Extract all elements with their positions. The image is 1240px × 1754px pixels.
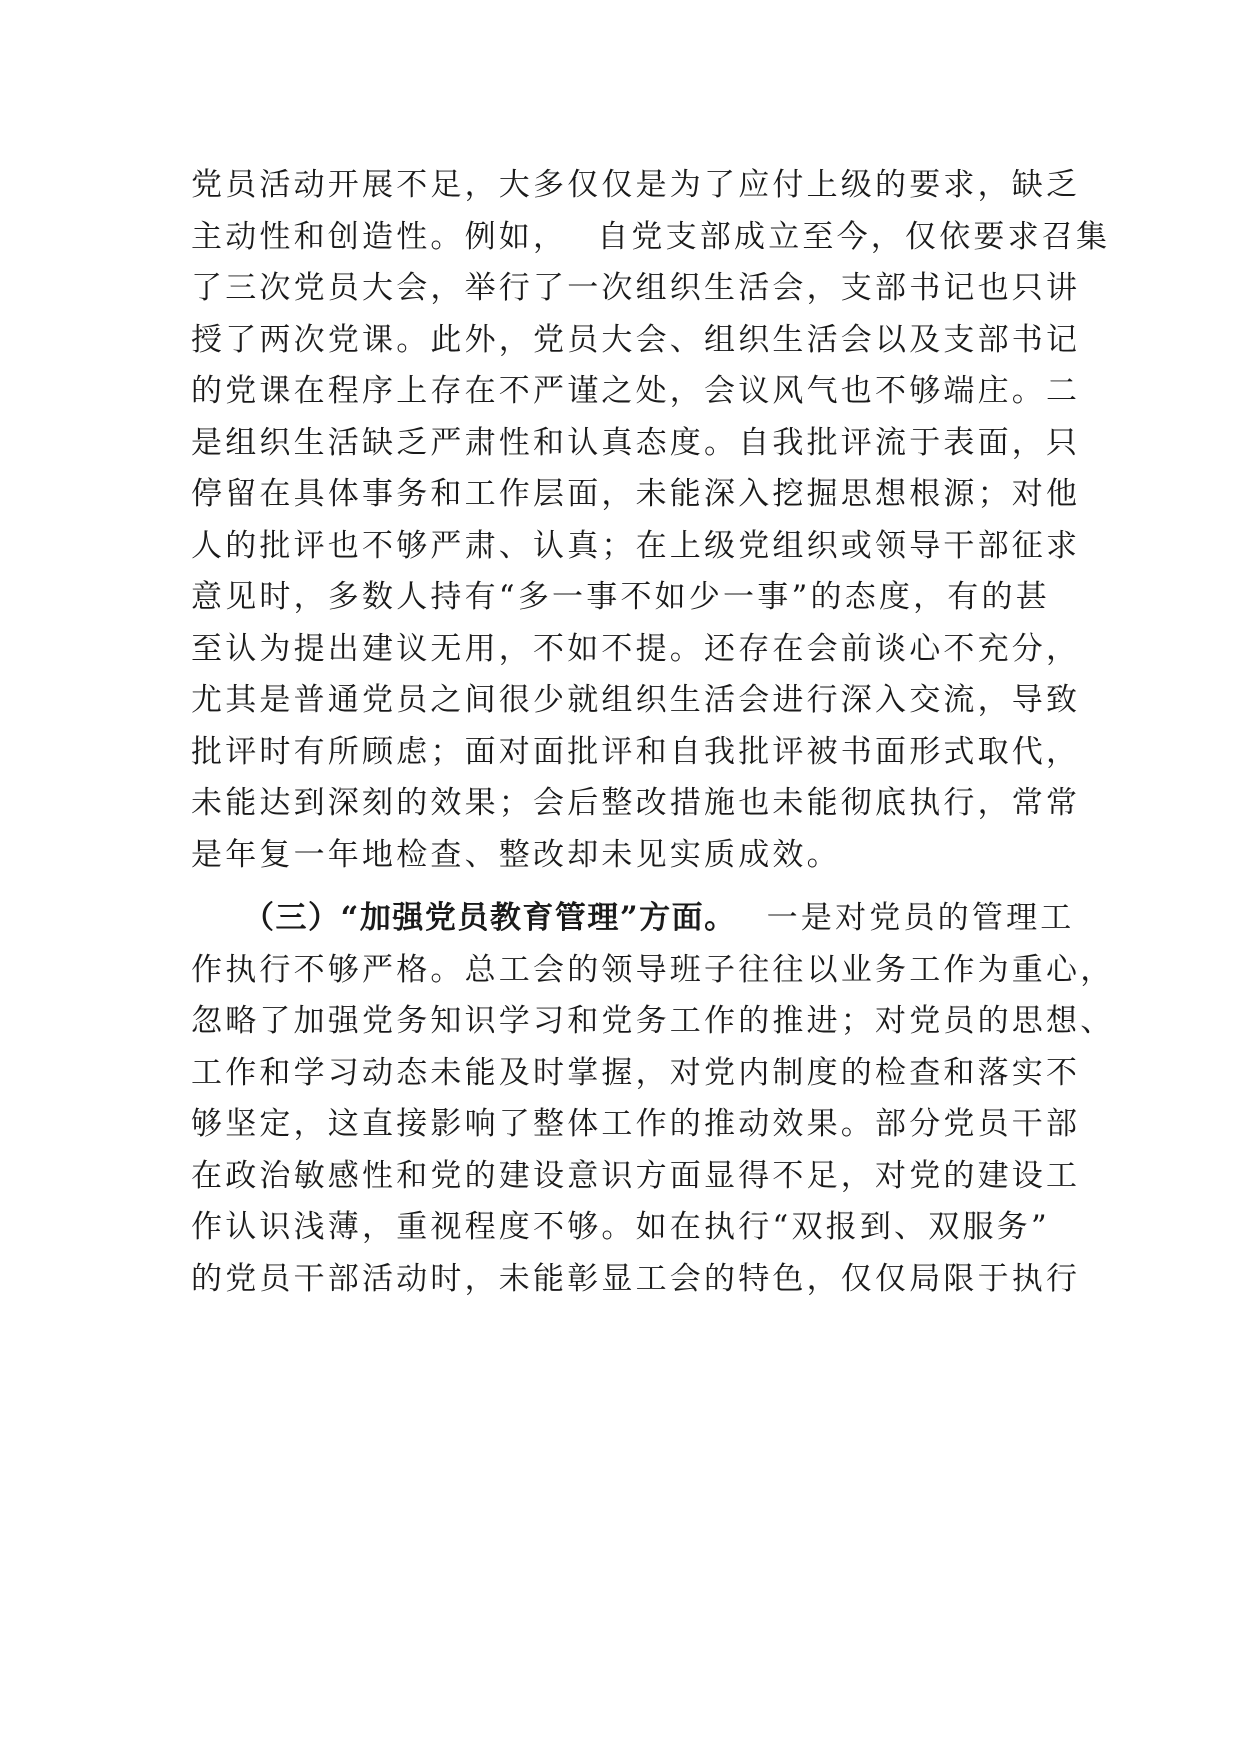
text-segment: 主动性和创造性。例如， (191, 218, 568, 255)
body-text (191, 160, 1115, 1305)
text-line: 未能达到深刻的效果；会后整改措施也未能彻底执行，常常 (191, 785, 1081, 821)
text-line (191, 212, 1111, 264)
text-line: 作执行不够严格。总工会的领导班子往往以业务工作为重心， (191, 951, 1115, 988)
text-line: 党员活动开展不足，大多仅仅是为了应付上级的要求，缺乏 (191, 167, 1081, 203)
text-line: 停留在具体事务和工作层面，未能深入挖掘思想根源；对他 (191, 476, 1081, 512)
text-line: 尤其是普通党员之间很少就组织生活会进行深入交流，导致 (191, 682, 1081, 718)
text-line: 至认为提出建议无用，不如不提。还存在会前谈心不充分， (191, 630, 1081, 667)
text-line: 人的批评也不够严肃、认真；在上级党组织或领导干部征求 (191, 527, 1081, 564)
section-3-heading: （三）“加强党员教育管理”方面。 (243, 900, 737, 936)
text-line: 批评时有所顾虑；面对面批评和自我批评被书面形式取代， (191, 733, 1081, 770)
text-line: 忽略了加强党务知识学习和党务工作的推进；对党员的思想、 (191, 1003, 1115, 1039)
paragraph-gap (191, 881, 1051, 893)
text-line: 作认识浅薄，重视程度不够。如在执行“双报到、双服务” (191, 1209, 1050, 1245)
text-line: 的党课在程序上存在不严谨之处，会议风气也不够端庄。二 (191, 373, 1081, 409)
text-segment: 自党支部成立至今，仅依要求召集 (597, 218, 1111, 255)
text-line: 是年复一年地检查、整改却未见实质成效。 (191, 836, 841, 873)
text-line: 够坚定，这直接影响了整体工作的推动效果。部分党员干部 (191, 1106, 1081, 1142)
text-line: 授了两次党课。此外，党员大会、组织生活会以及支部书记 (191, 321, 1081, 358)
text-line: 在政治敏感性和党的建设意识方面显得不足，对党的建设工 (191, 1157, 1081, 1194)
text-line: 是组织生活缺乏严肃性和认真态度。自我批评流于表面，只 (191, 424, 1081, 461)
text-line: 了三次党员大会，举行了一次组织生活会，支部书记也只讲 (191, 270, 1081, 306)
section-3-first-line (191, 893, 1075, 945)
text-line: 的党员干部活动时，未能彰显工会的特色，仅仅局限于执行 (191, 1260, 1081, 1297)
text-segment: 一是对党员的管理工 (766, 900, 1075, 936)
text-line: 工作和学习动态未能及时掌握，对党内制度的检查和落实不 (191, 1054, 1081, 1091)
text-line: 意见时，多数人持有“多一事不如少一事”的态度，有的甚 (191, 579, 1050, 615)
